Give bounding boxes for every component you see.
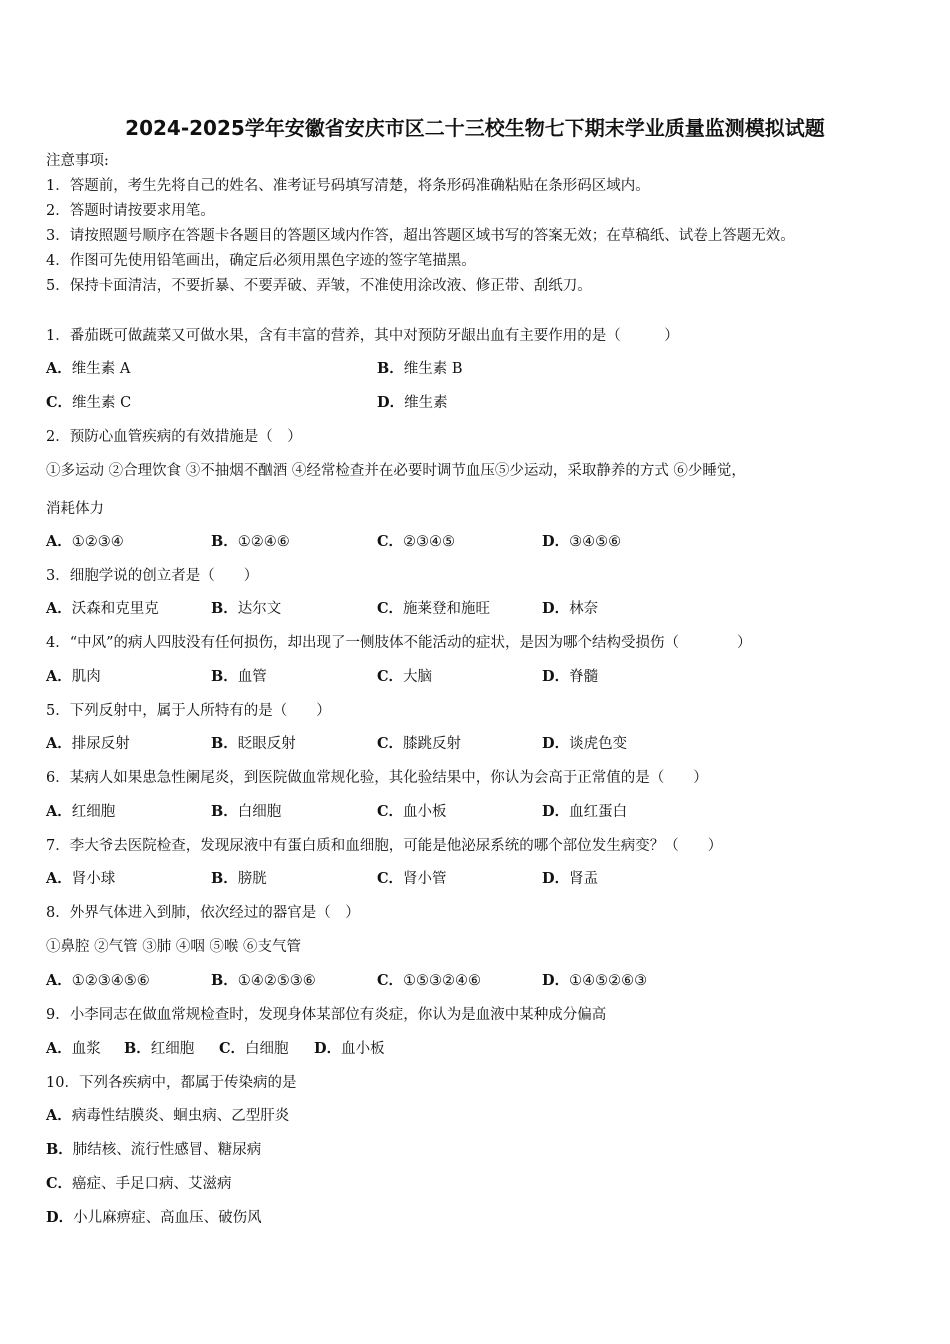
option-text: 大脑 bbox=[403, 669, 433, 685]
option-label: B． bbox=[211, 668, 238, 685]
question-stem: 9．小李同志在做血常规检查时，发现身体某部位有炎症，你认为是血液中某种成分偏高 bbox=[46, 1007, 607, 1023]
option-b bbox=[211, 667, 267, 687]
option-d bbox=[542, 734, 627, 754]
question-stem: 5．下列反射中，属于人所特有的是（ ） bbox=[46, 703, 331, 719]
option-text: 血管 bbox=[237, 669, 267, 685]
option-label: D． bbox=[542, 870, 570, 887]
option-label: C． bbox=[377, 870, 404, 887]
option-text: 达尔文 bbox=[237, 601, 282, 617]
option-text: 维生素 C bbox=[72, 395, 132, 411]
option-text: 维生素 B bbox=[403, 361, 463, 377]
option-b bbox=[377, 359, 463, 379]
option-text: 肾小球 bbox=[71, 871, 116, 887]
option-c bbox=[46, 1174, 232, 1194]
question-stem: 1．番茄既可做蔬菜又可做水果，含有丰富的营养，其中对预防牙龈出血有主要作用的是（ ） bbox=[46, 328, 679, 344]
option-c bbox=[377, 667, 432, 687]
option-label: D． bbox=[542, 533, 570, 550]
option-b bbox=[211, 599, 281, 619]
option-d bbox=[314, 1039, 385, 1059]
option-label: D． bbox=[542, 735, 570, 752]
option-label: D． bbox=[542, 668, 570, 685]
option-d bbox=[377, 393, 448, 413]
option-label: A． bbox=[46, 972, 72, 989]
option-label: D． bbox=[542, 972, 570, 989]
option-text: 红细胞 bbox=[71, 804, 116, 820]
option-label: C． bbox=[46, 394, 73, 411]
option-text: 谈虎色变 bbox=[569, 736, 628, 752]
option-a bbox=[46, 1039, 101, 1059]
option-label: C． bbox=[219, 1040, 246, 1057]
option-label: A． bbox=[46, 600, 72, 617]
option-b bbox=[124, 1039, 194, 1059]
option-label: D． bbox=[542, 803, 570, 820]
option-label: B． bbox=[211, 735, 238, 752]
option-label: A． bbox=[46, 668, 72, 685]
option-label: C． bbox=[377, 735, 404, 752]
option-d bbox=[542, 667, 598, 687]
question-stem: 3．细胞学说的创立者是（ ） bbox=[46, 568, 259, 584]
option-label: D． bbox=[542, 600, 570, 617]
option-label: B． bbox=[211, 600, 238, 617]
option-text: 脊髓 bbox=[569, 669, 599, 685]
notice-item: 1．答题前，考生先将自己的姓名、准考证号码填写清楚，将条形码准确粘贴在条形码区域内。 bbox=[46, 178, 650, 194]
option-d bbox=[542, 599, 598, 619]
notice-item: 4．作图可先使用铅笔画出，确定后必须用黑色字迹的签字笔描黑。 bbox=[46, 253, 476, 269]
option-a bbox=[46, 802, 115, 822]
question-stem: 7．李大爷去医院检查，发现尿液中有蛋白质和血细胞，可能是他泌尿系统的哪个部位发生病变？（ ） bbox=[46, 838, 723, 854]
option-text: 血浆 bbox=[71, 1041, 101, 1057]
option-text: ③④⑤⑥ bbox=[569, 534, 622, 550]
option-a bbox=[46, 359, 130, 379]
option-d bbox=[542, 802, 627, 822]
option-text: 癌症、手足口病、艾滋病 bbox=[72, 1176, 232, 1192]
option-label: B． bbox=[211, 803, 238, 820]
option-text: 小儿麻痹症、高血压、破伤风 bbox=[73, 1210, 262, 1226]
option-text: 维生素 bbox=[404, 395, 448, 411]
option-a bbox=[46, 599, 159, 619]
option-text: 膀胱 bbox=[237, 871, 267, 887]
option-label: A． bbox=[46, 1040, 72, 1057]
option-d bbox=[46, 1208, 262, 1228]
option-label: C． bbox=[377, 600, 404, 617]
option-text: 林奈 bbox=[569, 601, 599, 617]
option-text: 肌肉 bbox=[71, 669, 101, 685]
option-label: B． bbox=[377, 360, 404, 377]
option-b bbox=[211, 734, 296, 754]
option-text: ②③④⑤ bbox=[403, 534, 456, 550]
option-c bbox=[46, 393, 131, 413]
option-text: 血红蛋白 bbox=[569, 804, 628, 820]
option-c bbox=[377, 734, 461, 754]
option-text: 病毒性结膜炎、蛔虫病、乙型肝炎 bbox=[71, 1108, 290, 1124]
option-b bbox=[46, 1140, 261, 1160]
option-label: D． bbox=[314, 1040, 342, 1057]
option-b bbox=[211, 532, 290, 552]
option-label: A． bbox=[46, 533, 72, 550]
option-a bbox=[46, 667, 101, 687]
option-a bbox=[46, 734, 130, 754]
option-d bbox=[542, 869, 598, 889]
option-c bbox=[219, 1039, 289, 1059]
option-text: ①②③④ bbox=[71, 534, 124, 550]
option-c bbox=[377, 599, 490, 619]
option-label: A． bbox=[46, 735, 72, 752]
notice-heading: 注意事项: bbox=[46, 153, 109, 169]
notice-item: 2．答题时请按要求用笔。 bbox=[46, 203, 215, 219]
option-d bbox=[542, 532, 621, 552]
option-text: 排尿反射 bbox=[71, 736, 130, 752]
option-label: B． bbox=[124, 1040, 151, 1057]
option-label: A． bbox=[46, 360, 72, 377]
option-a bbox=[46, 532, 124, 552]
option-text: ①④⑤②⑥③ bbox=[569, 973, 648, 989]
option-text: 白细胞 bbox=[245, 1041, 289, 1057]
option-label: C． bbox=[46, 1175, 73, 1192]
option-label: D． bbox=[377, 394, 405, 411]
question-stem: 8．外界气体进入到肺，依次经过的器官是（ ） bbox=[46, 905, 360, 921]
option-label: A． bbox=[46, 803, 72, 820]
option-a bbox=[46, 1106, 289, 1126]
notice-item: 5．保持卡面清洁，不要折暴、不要弄破、弄皱，不准使用涂改液、修正带、刮纸刀。 bbox=[46, 278, 592, 294]
option-label: C． bbox=[377, 668, 404, 685]
option-text: ①②④⑥ bbox=[237, 534, 290, 550]
option-label: B． bbox=[46, 1141, 73, 1158]
option-text: ①②③④⑤⑥ bbox=[71, 973, 150, 989]
option-c bbox=[377, 802, 447, 822]
option-c bbox=[377, 532, 455, 552]
option-label: C． bbox=[377, 803, 404, 820]
page-title: 2024-2025学年安徽省安庆市区二十三校生物七下期末学业质量监测模拟试题 bbox=[125, 116, 825, 140]
option-text: 肺结核、流行性感冒、糖尿病 bbox=[72, 1142, 262, 1158]
option-c bbox=[377, 971, 481, 991]
question-extra-line: ①鼻腔 ②气管 ③肺 ④咽 ⑤喉 ⑥支气管 bbox=[46, 939, 302, 955]
option-a bbox=[46, 971, 150, 991]
option-label: B． bbox=[211, 972, 238, 989]
question-stem: 4．“中风”的病人四肢没有任何损伤，却出现了一侧肢体不能活动的症状，是因为哪个结构受损伤（ ） bbox=[46, 635, 752, 651]
option-text: ①⑤③②④⑥ bbox=[403, 973, 482, 989]
option-text: 维生素 A bbox=[71, 361, 131, 377]
question-extra-line: ①多运动 ②合理饮食 ③不抽烟不酗酒 ④经常检查并在必要时调节血压⑤少运动，采取静养的方式 ⑥少睡觉， bbox=[46, 463, 746, 479]
option-label: C． bbox=[377, 533, 404, 550]
option-text: 肾小管 bbox=[403, 871, 447, 887]
option-label: B． bbox=[211, 533, 238, 550]
option-label: D． bbox=[46, 1209, 74, 1226]
question-extra-line: 消耗体力 bbox=[46, 501, 104, 517]
option-label: A． bbox=[46, 1107, 72, 1124]
option-b bbox=[211, 869, 267, 889]
option-text: ①④②⑤③⑥ bbox=[237, 973, 316, 989]
question-stem: 10．下列各疾病中，都属于传染病的是 bbox=[46, 1075, 297, 1091]
option-a bbox=[46, 869, 115, 889]
option-c bbox=[377, 869, 447, 889]
option-text: 眨眼反射 bbox=[237, 736, 296, 752]
notice-item: 3．请按照题号顺序在答题卡各题目的答题区域内作答，超出答题区域书写的答案无效；在草稿纸、试卷上答题无效。 bbox=[46, 228, 795, 244]
option-text: 血小板 bbox=[341, 1041, 385, 1057]
option-text: 膝跳反射 bbox=[403, 736, 462, 752]
option-text: 白细胞 bbox=[237, 804, 282, 820]
option-label: A． bbox=[46, 870, 72, 887]
option-label: B． bbox=[211, 870, 238, 887]
question-stem: 2．预防心血管疾病的有效措施是（ ） bbox=[46, 429, 302, 445]
question-stem: 6．某病人如果患急性阑尾炎，到医院做血常规化验，其化验结果中，你认为会高于正常值的是（ ） bbox=[46, 770, 708, 786]
option-text: 血小板 bbox=[403, 804, 447, 820]
option-text: 肾盂 bbox=[569, 871, 599, 887]
option-d bbox=[542, 971, 647, 991]
option-b bbox=[211, 802, 281, 822]
option-text: 施莱登和施旺 bbox=[403, 601, 491, 617]
option-text: 红细胞 bbox=[150, 1041, 195, 1057]
option-label: C． bbox=[377, 972, 404, 989]
option-b bbox=[211, 971, 316, 991]
option-text: 沃森和克里克 bbox=[71, 601, 159, 617]
